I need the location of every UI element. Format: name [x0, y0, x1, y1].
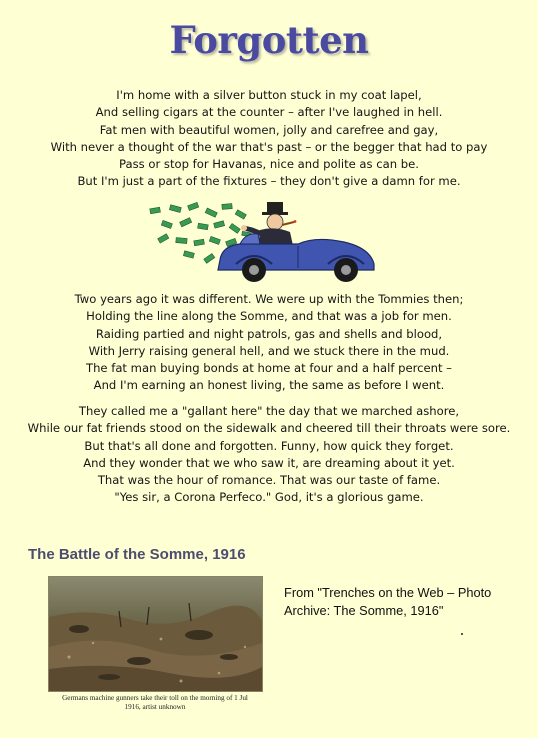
fat-man-car-cartoon — [148, 198, 378, 286]
photo-caption-line: Germans machine gunners take their toll on the morning of 1 Jul — [62, 694, 248, 702]
photo-caption-line: 1916, artist unknown — [124, 703, 186, 711]
photo-caption — [44, 694, 266, 712]
poem-line: While our fat friends stood on the sidewalk and cheered till their throats were sore. — [27, 421, 511, 436]
poem-stanza-1 — [0, 87, 538, 191]
poem-line: That was the hour of romance. That was our taste of fame. — [97, 473, 441, 488]
poem-line: The fat man buying bonds at home at four and a half percent – — [86, 361, 452, 376]
section-heading: The Battle of the Somme, 1916 — [28, 546, 246, 563]
poem-line: Raiding partied and night patrols, gas and shells and blood, — [95, 326, 443, 341]
poem-line: And they wonder that we who saw it, are dreaming about it yet. — [83, 455, 455, 470]
poem-line: Pass or stop for Havanas, nice and polite as can be. — [119, 157, 419, 172]
poem-line: But that's all done and forgotten. Funny, how quick they forget. — [84, 438, 454, 453]
car — [218, 234, 374, 282]
poem-line: I'm home with a silver button stuck in my coat lapel, — [116, 88, 422, 102]
source-credit-line: From "Trenches on the Web – Photo — [284, 585, 492, 600]
source-credit — [284, 584, 524, 619]
poem-stanza-2 — [0, 291, 538, 395]
poem-line: And selling cigars at the counter – after I've laughed in hell. — [95, 105, 443, 120]
poem-line: With never a thought of the war that's past – or the begger that had to pay — [50, 139, 488, 154]
decorative-dot — [461, 633, 463, 635]
battlefield-photo — [48, 576, 263, 692]
poem-line: But I'm just a part of the fixtures – they don't give a damn for me. — [77, 174, 461, 189]
poem-line: With Jerry raising general hell, and we stuck there in the mud. — [88, 343, 450, 358]
source-credit-line: Archive: The Somme, 1916" — [284, 602, 444, 618]
page-title: Forgotten — [169, 18, 369, 62]
poem-line: Fat men with beautiful women, jolly and carefree and gay, — [99, 122, 439, 137]
poem-stanza-3 — [0, 403, 538, 507]
poem-line: They called me a "gallant here" the day that we marched ashore, — [78, 404, 460, 418]
poem-line: "Yes sir, a Corona Perfeco." God, it's a glorious game. — [114, 490, 424, 505]
poem-line: And I'm earning an honest living, the same as before I went. — [93, 378, 445, 393]
poem-line: Holding the line along the Somme, and that was a job for men. — [86, 309, 452, 324]
poem-line: Two years ago it was different. We were up with the Tommies then; — [74, 292, 464, 306]
